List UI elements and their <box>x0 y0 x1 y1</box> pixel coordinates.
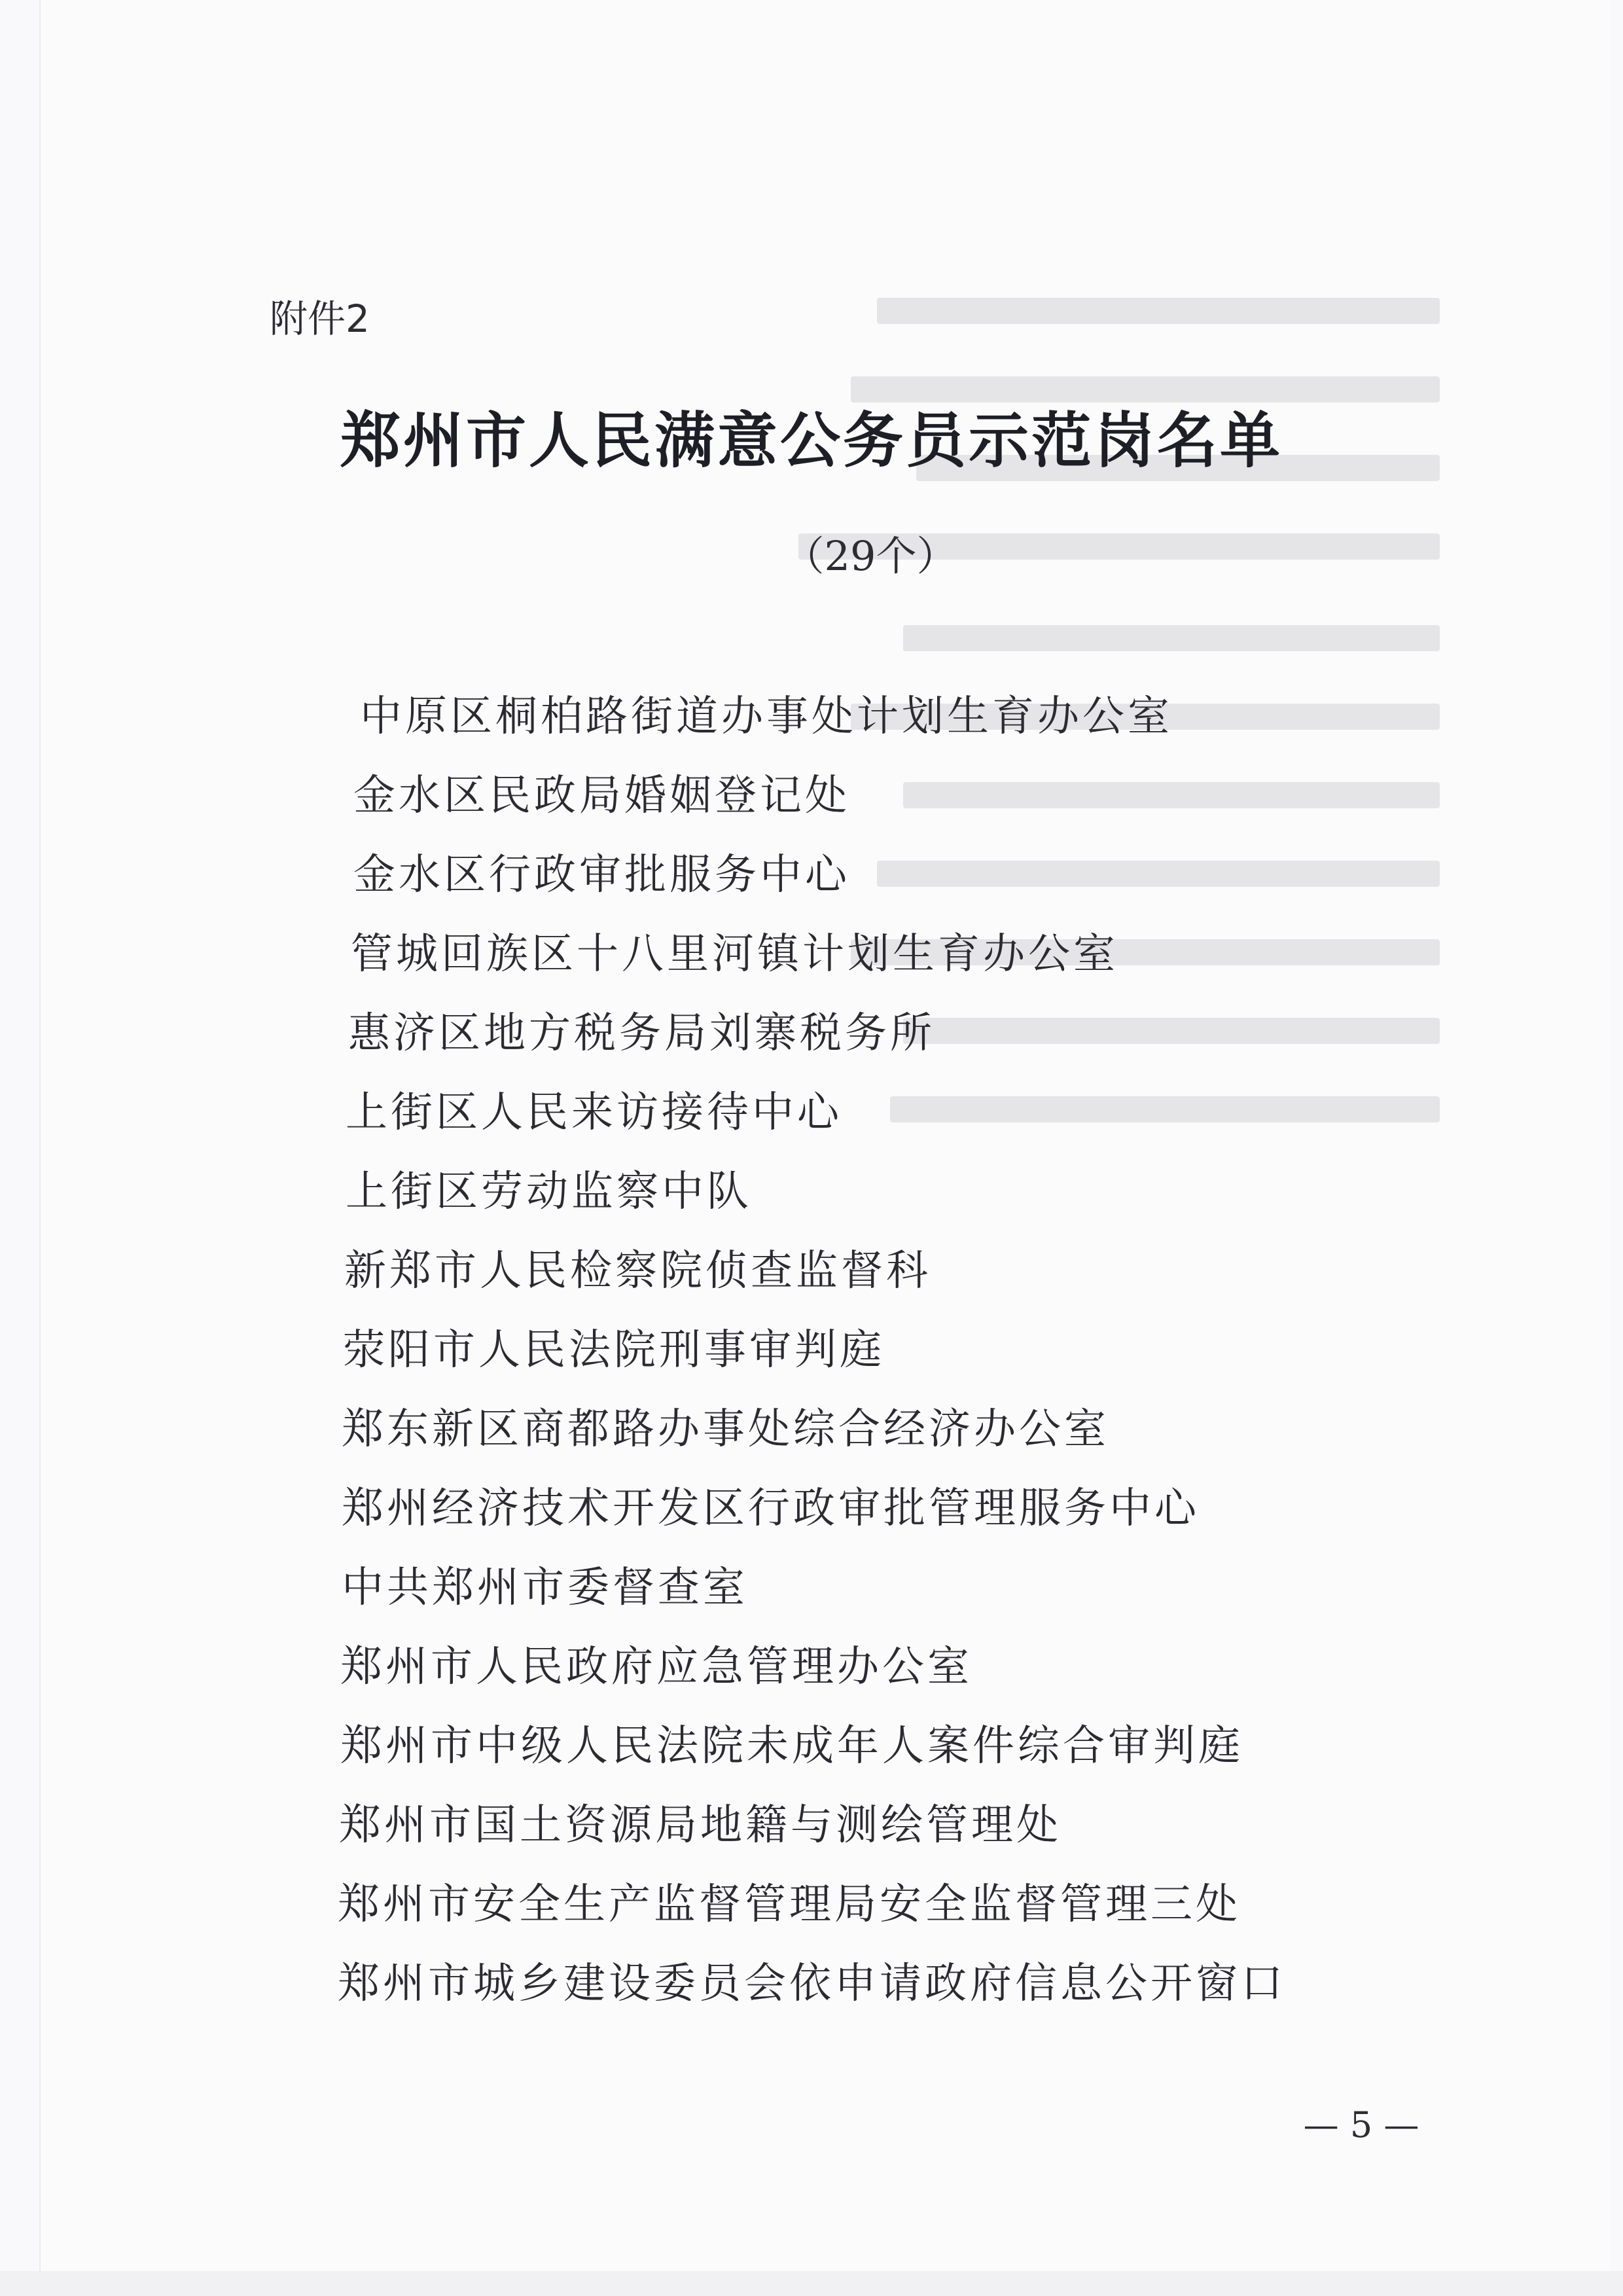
list-item: 上街区人民来访接待中心 <box>346 1088 842 1137</box>
list-item: 惠济区地方税务局刘寨税务所 <box>348 1009 935 1058</box>
scan-bottom-edge <box>0 2271 1623 2296</box>
list-item: 郑州市中级人民法院未成年人案件综合审判庭 <box>340 1722 1243 1770</box>
list-item: 管城回族区十八里河镇计划生育办公室 <box>351 930 1118 978</box>
entry-count: （29个） <box>783 532 957 580</box>
list-item: 郑州市国土资源局地籍与测绘管理处 <box>339 1801 1061 1850</box>
list-item: 荥阳市人民法院刑事审判庭 <box>343 1326 885 1374</box>
page-number: — 5 — <box>1303 2104 1419 2145</box>
list-item: 金水区民政局婚姻登记处 <box>353 772 850 820</box>
list-item: 郑州市人民政府应急管理办公室 <box>340 1643 972 1691</box>
list-item: 金水区行政审批服务中心 <box>353 851 850 899</box>
list-item: 中原区桐柏路街道办事处计划生育办公室 <box>360 692 1173 741</box>
list-item: 郑州市城乡建设委员会依申请政府信息公开窗口 <box>338 1960 1286 2008</box>
list-item: 中共郑州市委督查室 <box>342 1564 748 1612</box>
attachment-label: 附件2 <box>270 296 370 341</box>
list-item: 郑东新区商都路办事处综合经济办公室 <box>342 1405 1109 1454</box>
entry-list <box>308 677 1486 2024</box>
list-item: 郑州经济技术开发区行政审批管理服务中心 <box>342 1484 1200 1533</box>
list-item: 上街区劳动监察中队 <box>346 1168 752 1216</box>
document-title: 郑州市人民满意公务员示范岗名单 <box>340 405 1283 476</box>
list-item: 郑州市安全生产监督管理局安全监督管理三处 <box>338 1880 1241 1929</box>
list-item: 新郑市人民检察院侦查监督科 <box>344 1247 931 1295</box>
